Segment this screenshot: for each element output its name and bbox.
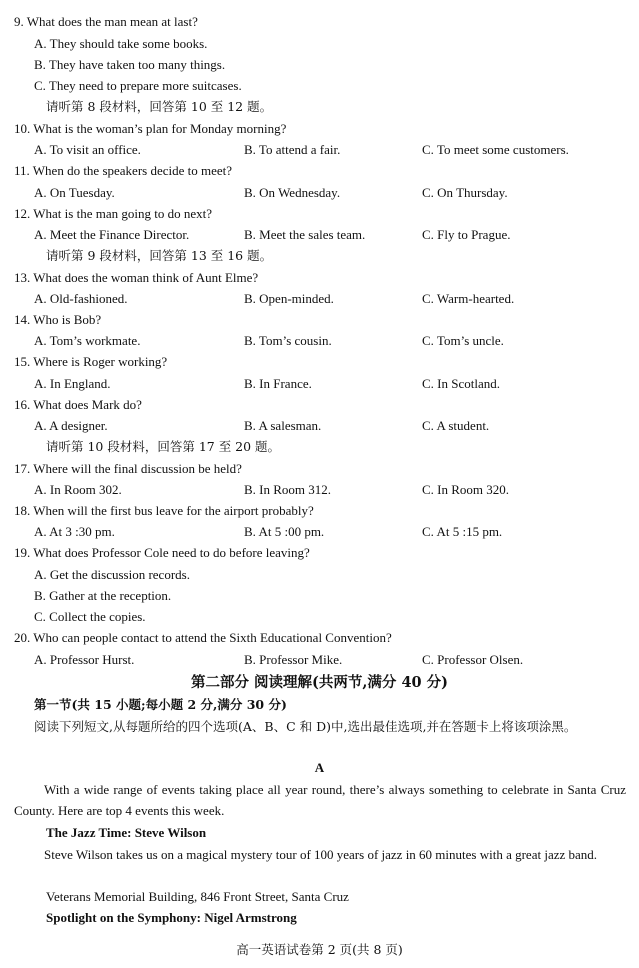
section-one-instruction: 阅读下列短文,从每题所给的四个选项(A、B、C 和 D)中,选出最佳选项,并在答题卡上将该项涂黑。 bbox=[34, 719, 577, 734]
q13-option-c: C. Warm-hearted. bbox=[422, 291, 515, 306]
question-17: 17. Where will the final discussion be held? bbox=[14, 461, 242, 476]
q16-option-c: C. A student. bbox=[422, 418, 490, 433]
q10-options bbox=[0, 142, 639, 158]
q17-option-a: A. In Room 302. bbox=[34, 482, 122, 497]
part-two-title: 第二部分 阅读理解(共两节,满分 40 分) bbox=[190, 674, 449, 691]
section-one-title: 第一节(共 15 小题;每小题 2 分,满分 30 分) bbox=[34, 697, 287, 712]
question-12: 12. What is the man going to do next? bbox=[14, 206, 212, 221]
event-1-title: The Jazz Time: Steve Wilson bbox=[46, 825, 207, 840]
q11-option-c: C. On Thursday. bbox=[422, 185, 508, 200]
question-15: 15. Where is Roger working? bbox=[14, 354, 168, 369]
q17-option-c: C. In Room 320. bbox=[422, 482, 510, 497]
q20-option-b: B. Professor Mike. bbox=[244, 652, 343, 667]
q19-option-c: C. Collect the copies. bbox=[34, 609, 146, 624]
q18-option-c: C. At 5 :15 pm. bbox=[422, 524, 503, 539]
event-1-description: Steve Wilson takes us on a magical mystery tour of 100 years of jazz in 60 minutes with a great jazz band. bbox=[44, 847, 598, 862]
passage-label: A bbox=[314, 760, 325, 775]
q15-options bbox=[0, 376, 639, 392]
instruction-material-10: 请听第 10 段材料，回答第 17 至 20 题。 bbox=[46, 439, 281, 454]
q10-option-c: C. To meet some customers. bbox=[422, 142, 569, 157]
q9-option-c: C. They need to prepare more suitcases. bbox=[34, 78, 242, 93]
q16-option-b: B. A salesman. bbox=[244, 418, 322, 433]
q14-option-b: B. Tom’s cousin. bbox=[244, 333, 332, 348]
q18-options bbox=[0, 524, 639, 540]
q13-option-a: A. Old-fashioned. bbox=[34, 291, 128, 306]
q9-option-b: B. They have taken too many things. bbox=[34, 57, 226, 72]
question-11: 11. When do the speakers decide to meet? bbox=[14, 163, 233, 178]
question-10: 10. What is the woman’s plan for Monday morning? bbox=[14, 121, 287, 136]
question-18: 18. When will the first bus leave for the airport probably? bbox=[14, 503, 314, 518]
q10-option-b: B. To attend a fair. bbox=[244, 142, 341, 157]
event-2-title: Spotlight on the Symphony: Nigel Armstrong bbox=[46, 910, 297, 925]
q17-options bbox=[0, 482, 639, 498]
q16-option-a: A. A designer. bbox=[34, 418, 108, 433]
q15-option-b: B. In France. bbox=[244, 376, 312, 391]
question-16: 16. What does Mark do? bbox=[14, 397, 142, 412]
question-20: 20. Who can people contact to attend the Sixth Educational Convention? bbox=[14, 630, 392, 645]
event-1-venue: Veterans Memorial Building, 846 Front Street, Santa Cruz bbox=[46, 889, 349, 904]
question-9: 9. What does the man mean at last? bbox=[14, 14, 198, 29]
passage-intro: With a wide range of events taking place all year round, there’s always something to celebrate in Santa Cruz County. Here are top 4 events this week. bbox=[14, 782, 626, 818]
q18-option-a: A. At 3 :30 pm. bbox=[34, 524, 115, 539]
page-footer: 高一英语试卷第 2 页(共 8 页) bbox=[236, 942, 403, 957]
question-13: 13. What does the woman think of Aunt Elme? bbox=[14, 270, 259, 285]
q15-option-c: C. In Scotland. bbox=[422, 376, 500, 391]
q10-option-a: A. To visit an office. bbox=[34, 142, 141, 157]
q20-options bbox=[0, 652, 639, 668]
q11-options bbox=[0, 185, 639, 201]
q11-option-a: A. On Tuesday. bbox=[34, 185, 115, 200]
q17-option-b: B. In Room 312. bbox=[244, 482, 332, 497]
q20-option-a: A. Professor Hurst. bbox=[34, 652, 135, 667]
q12-option-a: A. Meet the Finance Director. bbox=[34, 227, 190, 242]
q15-option-a: A. In England. bbox=[34, 376, 111, 391]
q14-option-c: C. Tom’s uncle. bbox=[422, 333, 504, 348]
q14-options bbox=[0, 333, 639, 349]
q20-option-c: C. Professor Olsen. bbox=[422, 652, 524, 667]
q13-options bbox=[0, 291, 639, 307]
question-14: 14. Who is Bob? bbox=[14, 312, 102, 327]
q18-option-b: B. At 5 :00 pm. bbox=[244, 524, 325, 539]
question-19: 19. What does Professor Cole need to do before leaving? bbox=[14, 545, 310, 560]
q14-option-a: A. Tom’s workmate. bbox=[34, 333, 141, 348]
instruction-material-9: 请听第 9 段材料，回答第 13 至 16 题。 bbox=[46, 248, 273, 263]
q12-option-c: C. Fly to Prague. bbox=[422, 227, 511, 242]
instruction-material-8: 请听第 8 段材料，回答第 10 至 12 题。 bbox=[46, 99, 273, 114]
q13-option-b: B. Open-minded. bbox=[244, 291, 334, 306]
q12-options bbox=[0, 227, 639, 243]
q9-option-a: A. They should take some books. bbox=[34, 36, 208, 51]
q12-option-b: B. Meet the sales team. bbox=[244, 227, 366, 242]
q19-option-a: A. Get the discussion records. bbox=[34, 567, 190, 582]
q19-option-b: B. Gather at the reception. bbox=[34, 588, 172, 603]
q16-options bbox=[0, 418, 639, 434]
q11-option-b: B. On Wednesday. bbox=[244, 185, 341, 200]
